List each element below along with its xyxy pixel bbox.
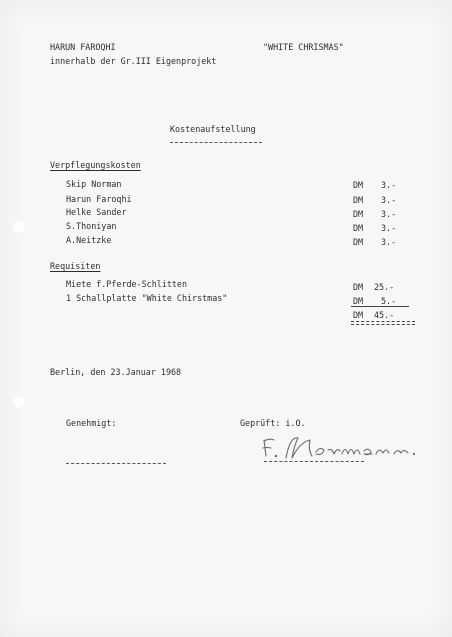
title-underline xyxy=(170,142,262,143)
list-item-name: S.Thoniyan xyxy=(66,221,117,231)
document-title: Kostenaufstellung xyxy=(170,124,256,134)
place-date: Berlin, den 23.Januar 1968 xyxy=(50,367,182,377)
section-heading-requisiten: Requisiten xyxy=(50,261,101,271)
list-item-currency: DM xyxy=(353,209,364,219)
list-item-currency: DM xyxy=(353,223,364,233)
list-item-name: Harun Faroqhi xyxy=(66,194,132,204)
sum-rule xyxy=(351,306,409,307)
list-item-currency: DM xyxy=(353,296,364,306)
project-subline: innerhalb der Gr.III Eigenprojekt xyxy=(50,56,217,66)
list-item-currency: DM xyxy=(353,180,364,190)
section-heading-verpflegung: Verpflegungskosten xyxy=(50,160,141,170)
list-item-currency: DM xyxy=(353,282,364,292)
total-double-underline xyxy=(351,321,415,325)
list-item-amount: 3.- xyxy=(381,195,397,205)
list-item-name: Skip Norman xyxy=(66,179,122,189)
list-item-currency: DM xyxy=(353,195,364,205)
approved-signature-line xyxy=(66,463,166,464)
list-item-amount: 3.- xyxy=(381,180,397,190)
punch-hole-top xyxy=(12,220,26,234)
list-item-name: A.Neitzke xyxy=(66,235,112,245)
approved-label: Genehmigt: xyxy=(66,418,117,428)
checked-label: Geprüft: i.O. xyxy=(240,418,306,428)
list-item-currency: DM xyxy=(353,237,364,247)
project-title: "WHITE CHRISMAS" xyxy=(263,42,344,52)
list-item-name: 1 Schallplatte "White Chirstmas" xyxy=(66,293,228,303)
total-currency: DM xyxy=(353,310,364,320)
total-amount: 45.- xyxy=(374,310,395,320)
list-item-amount: 3.- xyxy=(381,237,397,247)
list-item-amount: 25.- xyxy=(374,282,395,292)
handwritten-signature xyxy=(258,432,428,468)
author-name: HARUN FAROQHI xyxy=(50,42,116,52)
list-item-amount: 3.- xyxy=(381,223,397,233)
list-item-name: Helke Sander xyxy=(66,207,127,217)
list-item-amount: 3.- xyxy=(381,209,397,219)
list-item-amount: 5.- xyxy=(381,296,397,306)
list-item-name: Miete f.Pferde-Schlitten xyxy=(66,279,188,289)
punch-hole-bottom xyxy=(12,395,26,409)
